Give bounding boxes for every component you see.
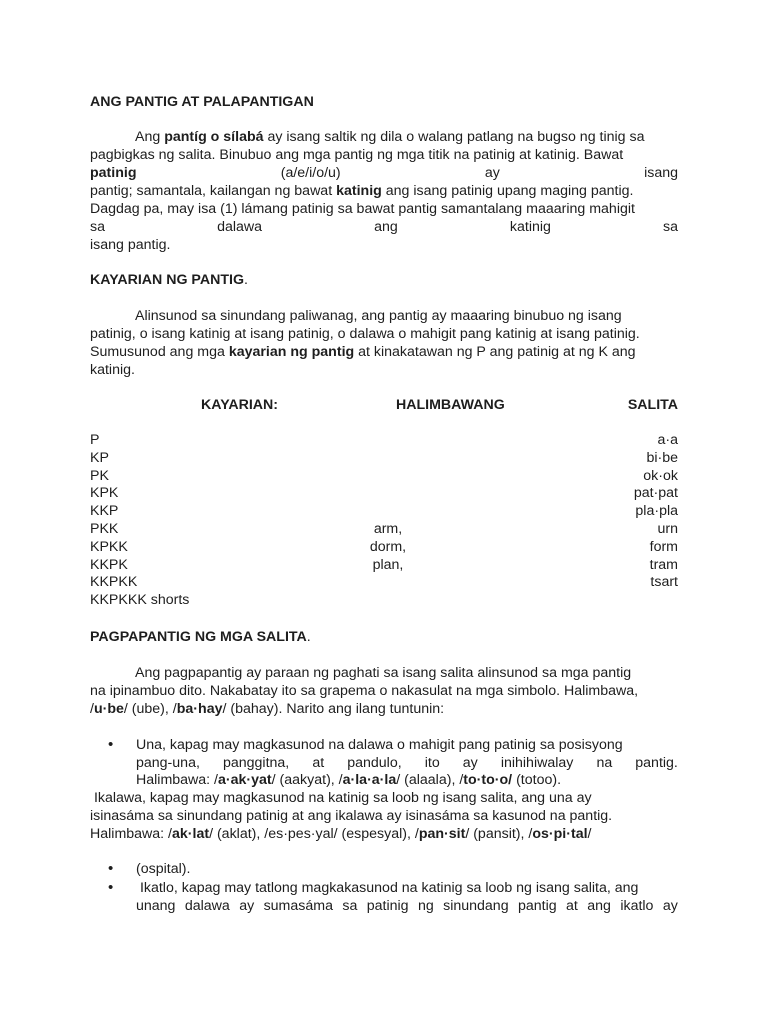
table-cell-kayarian: KKPKKK shorts [90, 592, 190, 609]
table-cell-halimbawang: dorm, [369, 538, 407, 555]
rule-2-continuation: (ospital). [136, 861, 191, 877]
paragraph-3-line-3: /u·be/ (ube), /ba·hay/ (bahay). Narito ang ilang tuntunin: [90, 701, 445, 717]
table-cell-salita: pat·pat [633, 485, 678, 502]
table-cell-kayarian: P [90, 432, 100, 448]
table-cell-salita: tsart [650, 574, 678, 591]
bullet-marker: • [108, 879, 114, 896]
table-cell-salita: ok·ok [643, 467, 678, 484]
table-cell-salita: pla·pla [635, 503, 678, 520]
table-cell-kayarian: KKPK [90, 556, 128, 573]
table-cell-kayarian: PK [90, 467, 109, 484]
table-cell-kayarian: KPK [90, 485, 119, 502]
rule-3-line-2: unang dalawa ay sumasáma sa patinig ng sinundang pantig at ang ikatlo ay [136, 898, 678, 914]
rule-2-line-3: Halimbawa: /ak·lat/ (aklat), /es·pes·yal/ (espesyal), /pan·sit/ (pansit), /os·pi·tal/ [90, 826, 592, 842]
table-cell-kayarian: KP [90, 449, 109, 466]
paragraph-1-line-1: Ang pantíg o sílabá ay isang saltik ng dila o walang patlang na bugso ng tinig sa [135, 129, 645, 145]
paragraph-2-line-1: Alinsunod sa sinundang paliwanag, ang pantig ay maaaring binubuo ng isang [135, 308, 622, 324]
paragraph-1-line-4: pantig; samantala, kailangan ng bawat katinig ang isang patinig upang maging pantig. [90, 183, 634, 199]
table-cell-kayarian: KPKK [90, 538, 128, 555]
section-heading-pagpapantig: PAGPAPANTIG NG MGA SALITA. [90, 629, 311, 645]
table-header-salita: SALITA [627, 397, 678, 413]
paragraph-1-line-3: patinig (a/e/i/o/u) ay isang [90, 165, 678, 181]
bullet-marker: • [108, 736, 114, 753]
table-cell-kayarian: PKK [90, 521, 119, 537]
table-cell-salita: urn [657, 521, 678, 537]
bullet-marker: • [108, 860, 114, 877]
paragraph-1-line-6: sa dalawa ang katinig sa [90, 219, 678, 235]
table-cell-salita: form [649, 538, 678, 555]
paragraph-3-line-1: Ang pagpapantig ay paraan ng paghati sa isang salita alinsunod sa mga pantig [135, 665, 632, 681]
table-cell-salita: a·a [657, 432, 678, 448]
paragraph-1-line-2: pagbigkas ng salita. Binubuo ang mga pantig ng mga titik na patinig at katinig. Bawat [90, 147, 624, 163]
paragraph-1-line-5: Dagdag pa, may isa (1) lámang patinig sa bawat pantig samantalang maaaring mahigit [90, 201, 635, 217]
paragraph-2-line-3: Sumusunod ang mga kayarian ng pantig at kinakatawan ng P ang patinig at ng K ang [90, 344, 636, 360]
table-cell-kayarian: KKPKK [90, 574, 138, 591]
paragraph-2-line-4: katinig. [90, 362, 135, 378]
paragraph-3-line-2: na ipinambuo dito. Nakabatay ito sa grapema o nakasulat na mga simbolo. Halimbawa, [90, 683, 639, 699]
rule-2-line-2: isinasáma sa sinundang patinig at ang ikalawa ay isinasáma sa kasunod na pantig. [90, 808, 613, 824]
paragraph-2-line-2: patinig, o isang katinig at isang patinig, o dalawa o mahigit pang katinig at isang patinig. [90, 326, 640, 342]
table-cell-kayarian: KKP [90, 503, 119, 520]
rule-3-line-1: Ikatlo, kapag may tatlong magkakasunod na katinig sa loob ng isang salita, ang [136, 880, 639, 896]
table-header-halimbawang: HALIMBAWANG [396, 397, 505, 413]
table-cell-halimbawang: arm, [373, 521, 403, 537]
table-cell-salita: tram [649, 556, 678, 573]
rule-2-line-1: Ikalawa, kapag may magkasunod na katinig sa loob ng isang salita, ang una ay [90, 790, 592, 806]
document-title: ANG PANTIG AT PALAPANTIGAN [90, 94, 314, 110]
rule-1-line-1: Una, kapag may magkasunod na dalawa o mahigit pang patinig sa posisyong [136, 737, 623, 753]
rule-1-line-2: pang-una, panggitna, at pandulo, ito ay inihihiwalay na pantig. [136, 755, 678, 771]
rule-1-line-3: Halimbawa: /a·ak·yat/ (aakyat), /a·la·a·la/ (alaala), /to·to·o/ (totoo). [136, 772, 562, 788]
paragraph-1-line-7: isang pantig. [90, 237, 171, 253]
table-header-kayarian: KAYARIAN: [201, 397, 278, 413]
table-cell-halimbawang: plan, [372, 556, 404, 573]
table-cell-salita: bi·be [646, 449, 678, 466]
section-heading-kayarian: KAYARIAN NG PANTIG. [90, 272, 248, 288]
